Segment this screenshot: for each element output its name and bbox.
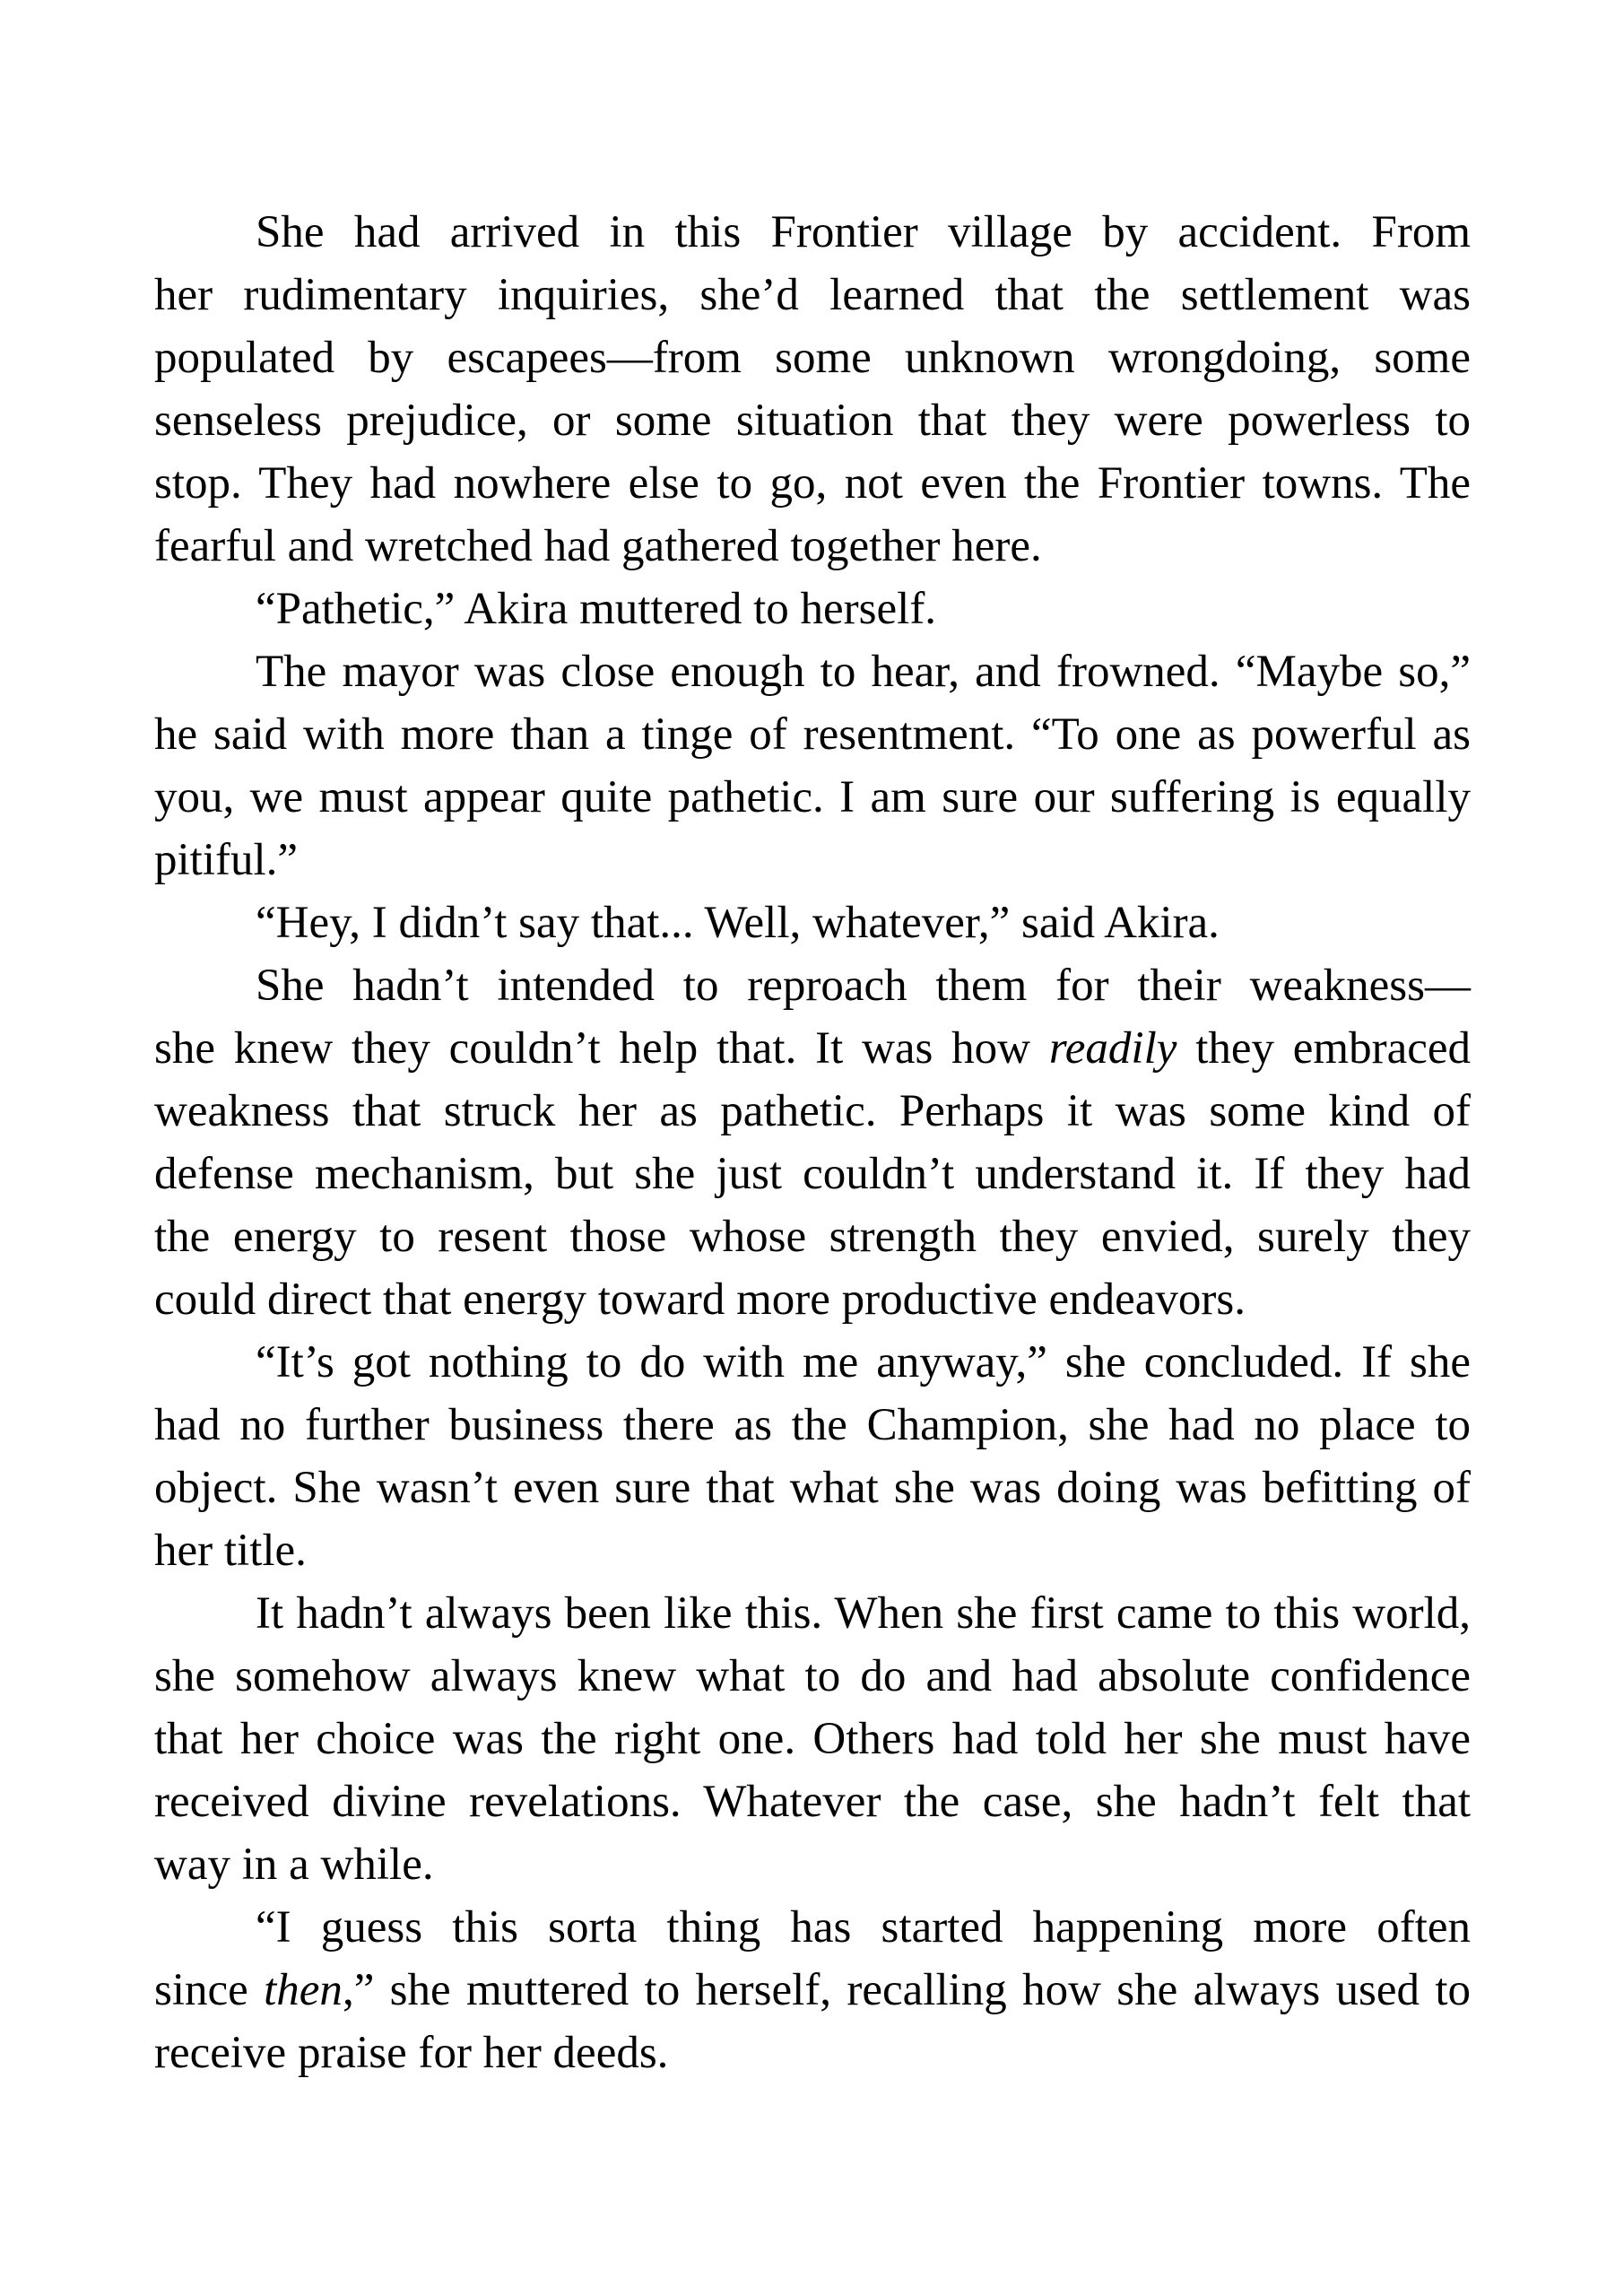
text-line (154, 1205, 1471, 1268)
text-run: since (154, 1965, 265, 2015)
text-line (154, 954, 1471, 1017)
paragraph (154, 201, 1471, 578)
text-run: object. She wasn’t even sure that what she was doing was befitting of (154, 1463, 1471, 1513)
paragraph (154, 1582, 1471, 1896)
text-line (154, 640, 1471, 703)
text-line (154, 1770, 1471, 1833)
text-run: the energy to resent those whose strength they envied, surely they (154, 1212, 1471, 1262)
text-line (154, 1833, 1471, 1896)
paragraph (154, 954, 1471, 1331)
paragraph (154, 578, 1471, 640)
paragraph (154, 1331, 1471, 1582)
text-line (154, 829, 1471, 891)
text-line (154, 1519, 1471, 1582)
text-run: senseless prejudice, or some situation that they were powerless to (154, 396, 1471, 446)
text-run: She hadn’t intended to reproach them for their weakness— (256, 961, 1471, 1011)
text-run: The mayor was close enough to hear, and frowned. “Maybe so,” (256, 647, 1471, 697)
text-run: receive praise for her deeds. (154, 2028, 669, 2078)
text-line (154, 2022, 1471, 2084)
text-line (154, 389, 1471, 452)
text-run: he said with more than a tinge of resentment. “To one as powerful as (154, 709, 1471, 760)
text-run: could direct that energy toward more productive endeavors. (154, 1274, 1246, 1325)
italic-text-run: readily (1048, 1023, 1177, 1074)
text-line (154, 452, 1471, 515)
text-run: her rudimentary inquiries, she’d learned that the settlement was (154, 270, 1471, 320)
paragraph (154, 1896, 1471, 2084)
text-line (154, 515, 1471, 578)
text-line (154, 201, 1471, 264)
text-line (154, 1708, 1471, 1770)
paragraph (154, 640, 1471, 891)
text-run: she knew they couldn’t help that. It was how (154, 1023, 1049, 1074)
text-line (154, 891, 1471, 954)
text-run: pitiful.” (154, 835, 299, 885)
text-run: fearful and wretched had gathered together here. (154, 521, 1042, 571)
text-line (154, 1394, 1471, 1457)
text-line (154, 1896, 1471, 1959)
text-line (154, 1645, 1471, 1708)
text-run: her title. (154, 1526, 307, 1576)
text-line (154, 1080, 1471, 1143)
text-run: weakness that struck her as pathetic. Perhaps it was some kind of (154, 1086, 1471, 1136)
text-line (154, 1582, 1471, 1645)
text-run: “It’s got nothing to do with me anyway,” she concluded. If she (256, 1337, 1471, 1387)
text-line (154, 1959, 1471, 2022)
text-run: “I guess this sorta thing has started happening more often (256, 1902, 1471, 1952)
text-line (154, 1457, 1471, 1519)
text-line (154, 1268, 1471, 1331)
text-run: “Pathetic,” Akira muttered to herself. (256, 584, 937, 634)
text-line (154, 703, 1471, 766)
text-run: she somehow always knew what to do and had absolute confidence (154, 1651, 1471, 1701)
text-run: ,” she muttered to herself, recalling how she always used to (342, 1965, 1472, 2015)
text-run: She had arrived in this Frontier village by accident. From (256, 207, 1471, 257)
text-run: populated by escapees—from some unknown wrongdoing, some (154, 333, 1471, 383)
text-line (154, 1331, 1471, 1394)
paragraph (154, 891, 1471, 954)
text-run: “Hey, I didn’t say that... Well, whatever,” said Akira. (256, 898, 1220, 948)
text-run: received divine revelations. Whatever the case, she hadn’t felt that (154, 1777, 1471, 1827)
text-run: stop. They had nowhere else to go, not even the Frontier towns. The (154, 458, 1471, 509)
text-run: defense mechanism, but she just couldn’t understand it. If they had (154, 1149, 1471, 1199)
text-run: had no further business there as the Champion, she had no place to (154, 1400, 1471, 1450)
text-run: It hadn’t always been like this. When she first came to this world, (256, 1588, 1471, 1639)
text-run: that her choice was the right one. Others had told her she must have (154, 1714, 1471, 1764)
text-run: you, we must appear quite pathetic. I am sure our suffering is equally (154, 772, 1471, 822)
text-run: they embraced (1177, 1023, 1471, 1074)
text-line (154, 1143, 1471, 1205)
text-line (154, 578, 1471, 640)
text-run: way in a while. (154, 1839, 434, 1890)
text-line (154, 264, 1471, 326)
text-line (154, 1017, 1471, 1080)
text-line (154, 766, 1471, 829)
italic-text-run: then (264, 1965, 343, 2015)
text-line (154, 326, 1471, 389)
text-block (154, 201, 1471, 2084)
